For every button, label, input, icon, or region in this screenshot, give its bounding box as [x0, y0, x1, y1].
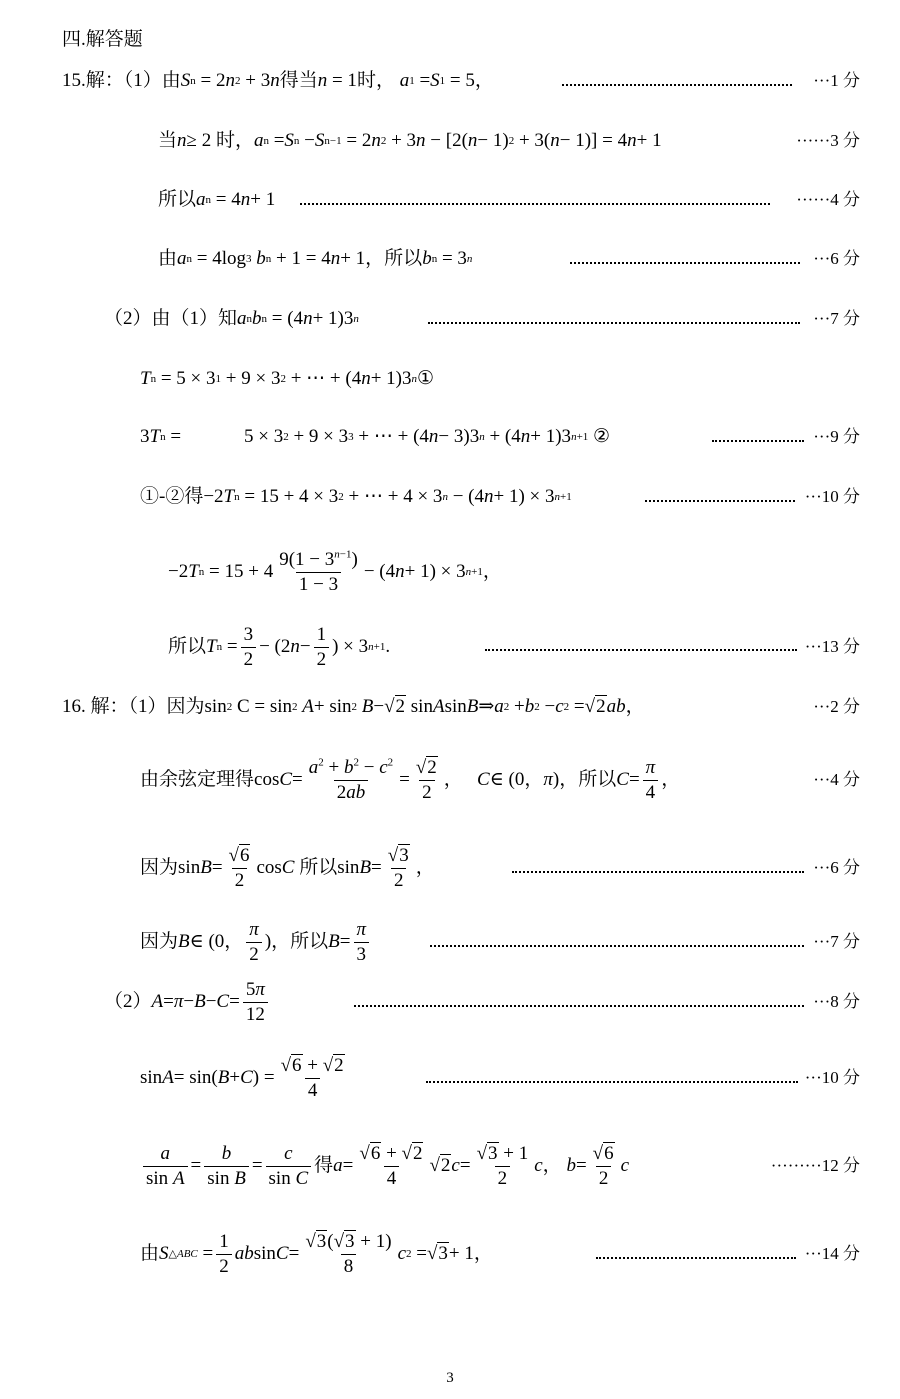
score-1: ···1 分	[813, 71, 860, 90]
score-13: ···13 分	[804, 637, 860, 656]
score-16-8: ···8 分	[813, 992, 860, 1011]
p16-line3: 因为 sin B = $\frac{√6}{2}$ cos C 所以 sin B = $\frac{√3}{2}$ ， ···6 分	[140, 844, 860, 891]
score-16-4: ···4 分	[813, 770, 860, 789]
score-16-6: ···6 分	[813, 858, 860, 877]
p16-line4: 因为 B ∈ (0， $\frac{\pi}{2}$ ) ，所以 B = $\frac{\pi}{3}$ ···7 分	[140, 918, 860, 965]
section-title: 四.解答题	[62, 29, 143, 50]
score-9: ···9 分	[813, 427, 860, 446]
p16-line2: 由余弦定理得 cos C = $\frac{a^2 + b^2 - c^2}{2ab}$ = $\frac{√2}{2}$ ， C ∈ (0， π )，所以 C = $\frac{\pi}{4}$ ， ···4 分	[140, 756, 860, 803]
score-16-12: ·········12 分	[770, 1156, 860, 1175]
p16-line7: $\frac{a}{\text{sin A}}$ = $\frac{b}{\text{sin B}}$ = $\frac{c}{\text{sin C}}$ 得 a = $\frac{√6 + √2}{4}$ √2 c = $\frac{√3 + 1}{2}$ c ， b = $\frac{√6}{2}$ c ·········12 分	[0, 1138, 900, 1194]
p15-line10: 所以 T n = $\frac{3}{2}$ − (2 n − $\frac{1}{2}$ ) × 3 n+1 . ···13 分	[168, 623, 860, 670]
p16-line8: 由 S △ABC = $\frac{1}{2}$ ab sin C = $\frac{√3(√3 + 1)}{8}$ c 2 = √3 + 1， ···14 分	[140, 1230, 860, 1277]
score-4: ······4 分	[796, 190, 860, 209]
score-16-7: ···7 分	[813, 932, 860, 951]
p15-line9: −2 T n = 15 + 4 $\frac{9(1 - 3^{n-1})}{1 - 3}$ − (4 n + 1) × 3 n+1 ，	[168, 548, 502, 595]
score-10: ···10 分	[804, 487, 860, 506]
score-7: ···7 分	[813, 309, 860, 328]
score-16-2: ···2 分	[813, 697, 860, 716]
score-16-14: ···14 分	[804, 1244, 860, 1263]
score-3: ······3 分	[796, 131, 860, 150]
p16-line5: （2） A = π − B − C = $\frac{5\pi}{12}$ ···8 分	[104, 978, 860, 1025]
score-16-10: ···10 分	[804, 1068, 860, 1087]
page-number: 3	[446, 1370, 454, 1386]
p16-line6: sin A = sin( B + C ) = $\frac{√6 + √2}{4}$ ···10 分	[140, 1054, 860, 1101]
score-6: ···6 分	[813, 249, 860, 268]
